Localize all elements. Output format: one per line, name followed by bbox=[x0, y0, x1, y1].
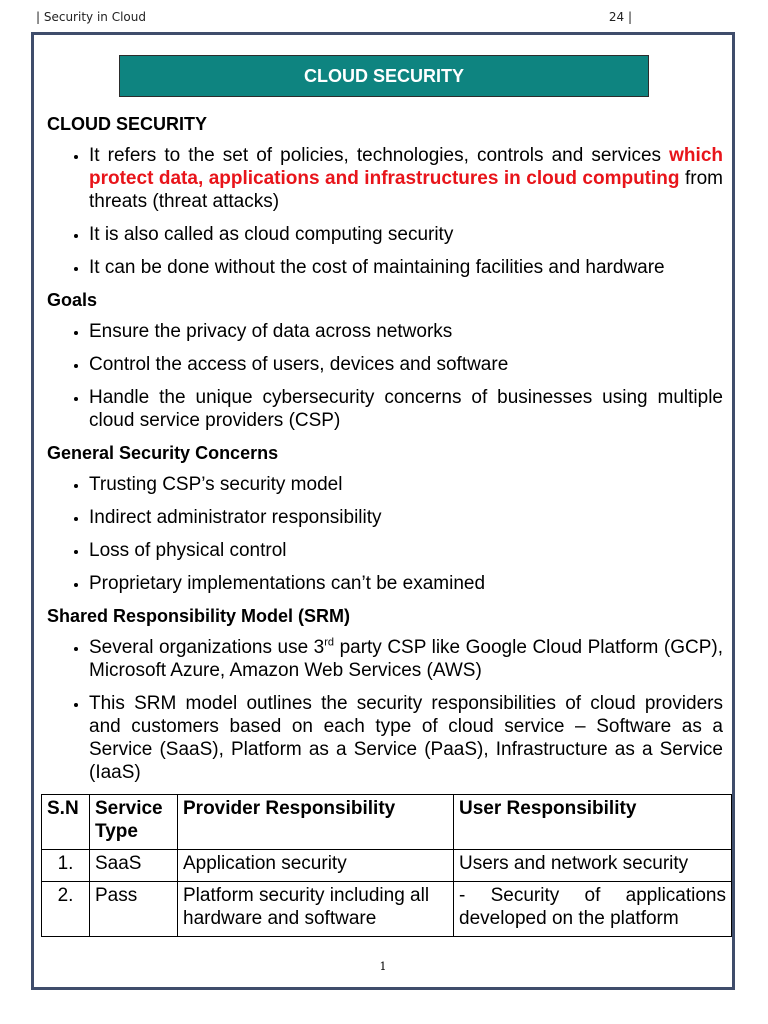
bullet-text: party CSP like Google Cloud Platform (GCP), Microsoft Azure, Amazon Web Services (AWS) bbox=[89, 637, 723, 681]
header-service-type: Service Type bbox=[90, 795, 178, 850]
header-page-number: 24 | bbox=[608, 10, 632, 24]
section-heading-goals: Goals bbox=[47, 290, 98, 310]
list-item: • This SRM model outlines the security responsibilities of cloud providers and customers based on each type of cloud service – Software as a Service (SaaS), Platform as a Service (PaaS), Infrastructure as a Service (IaaS) bbox=[89, 692, 723, 784]
section-heading-cloud-security: CLOUD SECURITY bbox=[47, 114, 208, 134]
list-item: • Loss of physical control bbox=[89, 539, 723, 562]
cell-provider: Application security bbox=[178, 850, 454, 882]
cell-service-type: Pass bbox=[90, 882, 178, 937]
header-user-responsibility: User Responsibility bbox=[454, 795, 732, 850]
page-frame bbox=[31, 32, 735, 990]
page-number: 1 bbox=[379, 960, 387, 973]
cloud-security-list bbox=[47, 144, 723, 279]
list-item: • Control the access of users, devices and software bbox=[89, 353, 723, 376]
bullet-text: It refers to the set of policies, technologies, controls and services bbox=[89, 145, 670, 166]
title-banner: CLOUD SECURITY bbox=[119, 55, 649, 97]
running-header bbox=[36, 10, 632, 24]
table-row bbox=[42, 882, 732, 937]
list-item: • It is also called as cloud computing security bbox=[89, 223, 723, 246]
page-content bbox=[47, 113, 726, 937]
cell-user: - Security of applications developed on the platform bbox=[454, 882, 732, 937]
srm-list bbox=[47, 636, 723, 784]
cell-sn: 1. bbox=[42, 850, 90, 882]
list-item bbox=[89, 636, 723, 682]
superscript: rd bbox=[324, 636, 335, 649]
goals-list bbox=[47, 320, 723, 432]
responsibility-table bbox=[41, 794, 732, 937]
section-heading-srm: Shared Responsibility Model (SRM) bbox=[47, 606, 351, 626]
header-title: | Security in Cloud bbox=[36, 10, 146, 24]
bullet-text: from threats (threat attacks) bbox=[89, 168, 723, 212]
section-heading-concerns: General Security Concerns bbox=[47, 443, 279, 463]
table-header-row bbox=[42, 795, 732, 850]
list-item: • Indirect administrator responsibility bbox=[89, 506, 723, 529]
concerns-list bbox=[47, 473, 723, 595]
cell-provider: Platform security including all hardware and software bbox=[178, 882, 454, 937]
bullet-text: Several organizations use 3 bbox=[89, 637, 325, 658]
list-item: • Trusting CSP’s security model bbox=[89, 473, 723, 496]
table-row bbox=[42, 850, 732, 882]
header-provider-responsibility: Provider Responsibility bbox=[178, 795, 454, 850]
header-sn: S.N bbox=[42, 795, 90, 850]
list-item: • It can be done without the cost of maintaining facilities and hardware bbox=[89, 256, 723, 279]
list-item: • Proprietary implementations can’t be examined bbox=[89, 572, 723, 595]
cell-user: Users and network security bbox=[454, 850, 732, 882]
highlight-text: which protect data, applications and infrastructures in cloud computing bbox=[89, 145, 723, 189]
list-item bbox=[89, 144, 723, 213]
cell-service-type: SaaS bbox=[90, 850, 178, 882]
cell-sn: 2. bbox=[42, 882, 90, 937]
list-item: • Ensure the privacy of data across networks bbox=[89, 320, 723, 343]
list-item: • Handle the unique cybersecurity concerns of businesses using multiple cloud service providers (CSP) bbox=[89, 386, 723, 432]
